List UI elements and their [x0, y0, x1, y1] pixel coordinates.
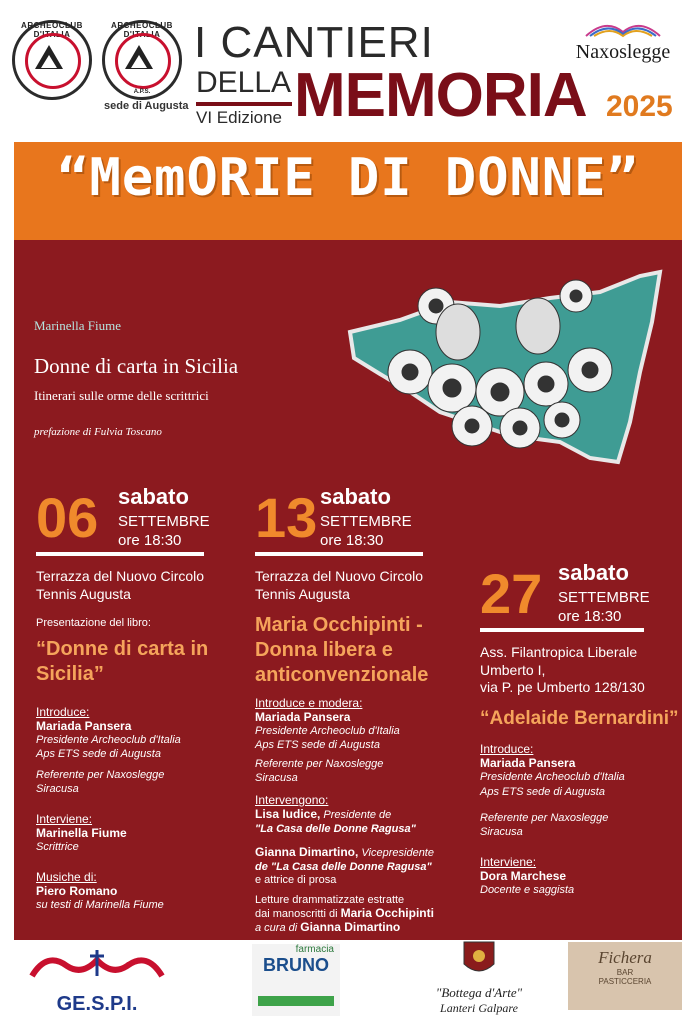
farmacia-bar	[258, 996, 334, 1006]
book-preface: prefazione di Fulvia Toscano	[34, 426, 162, 438]
intro-name: Mariada Pansera	[36, 719, 132, 733]
year: 2025	[606, 90, 673, 123]
bottega-arte-logo	[420, 938, 538, 1018]
event-hour: ore 18:30	[320, 532, 384, 549]
speaker-label: Interviene:	[36, 812, 93, 827]
intro-role: Aps ETS sede di Augusta	[255, 739, 380, 752]
seahorse-icon	[22, 946, 172, 990]
readings-line	[255, 906, 465, 920]
fichera-sub2: PASTICCERIA	[598, 977, 652, 986]
readings-line	[255, 920, 465, 935]
speaker-name: Lisa Iudice,	[255, 807, 321, 822]
speakers-label: Intervengono:	[255, 793, 329, 808]
event-hour: ore 18:30	[558, 608, 622, 625]
logo-sub: A.P.S.	[133, 89, 151, 95]
fichera-name: Fichera	[598, 948, 652, 967]
readings-name: Maria Occhipinti	[340, 906, 434, 921]
event-title: “Adelaide Bernardini”	[480, 707, 679, 729]
event-title: anticonvenzionale	[255, 664, 429, 686]
intro-role: Aps ETS sede di Augusta	[480, 785, 605, 798]
event-weekday: sabato	[558, 560, 629, 585]
farmacia-small: farmacia	[295, 944, 334, 955]
speaker-name: Gianna Dimartino,	[255, 844, 359, 859]
intro-role: Aps ETS sede di Augusta	[36, 748, 161, 761]
fichera-sub1: BAR	[616, 968, 634, 977]
event-day: 13	[255, 486, 318, 549]
intro-role: Presidente Archeoclub d'Italia	[480, 771, 625, 784]
event-venue: via P. pe Umberto 128/130	[480, 679, 645, 695]
event-1	[36, 484, 236, 913]
event-weekday: sabato	[320, 484, 391, 509]
event-title: “Donne di carta in	[36, 638, 209, 660]
edition: VI Edizione	[196, 108, 282, 127]
intro-name: Mariada Pansera	[480, 756, 576, 771]
book-author: Marinella Fiume	[34, 318, 122, 333]
logo-caption: sede di Augusta	[104, 100, 189, 112]
event-3	[480, 560, 680, 898]
speaker-role: Docente e saggista	[480, 884, 575, 897]
title-line2: DELLA	[196, 66, 292, 99]
event-month: SETTEMBRE	[320, 513, 412, 530]
speaker-1	[255, 807, 465, 822]
title-memoria: MEMORIA	[294, 61, 587, 130]
banner-title: “MemORIE DI DONNE”	[57, 148, 639, 208]
readings: Letture drammatizzate estratte	[255, 894, 405, 907]
speaker-2	[255, 845, 465, 860]
intro-label: Introduce:	[36, 705, 90, 719]
intro-role: Presidente Archeoclub d'Italia	[36, 734, 181, 746]
archeoclub-logo-1	[12, 20, 92, 100]
intro-role: Siracusa	[480, 826, 523, 839]
event-presentation: Presentazione del libro:	[36, 617, 151, 629]
gespi-logo	[22, 946, 172, 1016]
intro-role: Referente per Naxoslegge	[480, 811, 609, 824]
divider	[480, 628, 644, 632]
intro-name: Mariada Pansera	[255, 710, 351, 724]
speaker-role: Presidente de	[320, 809, 392, 822]
readings-text: a cura di	[255, 922, 301, 935]
crest-icon	[420, 938, 538, 980]
book-title: Donne di carta in Sicilia	[34, 354, 239, 378]
event-venue: Terrazza del Nuovo Circolo	[255, 568, 424, 584]
intro-label: Introduce e modera:	[255, 696, 363, 710]
event-venue: Ass. Filantropica Liberale	[480, 644, 638, 660]
speaker-role: Vicepresidente	[358, 846, 434, 859]
title-rule	[196, 102, 292, 106]
event-weekday: sabato	[118, 484, 189, 509]
fichera-logo	[568, 942, 682, 1010]
event-2	[255, 484, 465, 936]
music-label: Musiche di:	[36, 870, 97, 885]
speaker-name: Dora Marchese	[480, 869, 567, 884]
event-month: SETTEMBRE	[118, 513, 210, 530]
divider	[255, 552, 423, 556]
sicily-illustration	[340, 262, 670, 488]
event-title: Donna libera e	[255, 639, 393, 661]
book-subtitle: Itinerari sulle orme delle scrittrici	[34, 388, 209, 403]
event-venue: Tennis Augusta	[255, 585, 350, 602]
event-venue: Umberto I,	[480, 661, 546, 678]
event-venue: Tennis Augusta	[36, 585, 131, 602]
event-title: Sicilia”	[36, 663, 104, 685]
speaker-org: de "La Casa delle Donne Ragusa"	[255, 861, 432, 874]
speaker-label: Interviene:	[480, 855, 537, 870]
intro-label: Introduce:	[480, 742, 534, 757]
event-venue: Terrazza del Nuovo Circolo	[36, 568, 205, 584]
archeoclub-logo-2	[102, 20, 182, 100]
farmacia-bruno-logo	[252, 944, 340, 1016]
farmacia-name: BRUNO	[263, 955, 329, 975]
readings-text: dai manoscritti di	[255, 908, 341, 921]
intro-role: Siracusa	[36, 782, 79, 795]
naxoslegge-logo	[566, 14, 680, 66]
naxoslegge-text: Naxoslegge	[575, 41, 671, 63]
intro-role: Referente per Naxoslegge	[36, 768, 165, 781]
event-title: Maria Occhipinti -	[255, 614, 423, 636]
speaker-extra: e attrice di prosa	[255, 874, 337, 887]
gespi-text: GE.S.P.I.	[56, 993, 138, 1015]
event-day: 06	[36, 486, 99, 549]
speaker-role: Scrittrice	[36, 841, 79, 854]
music-name: Piero Romano	[36, 884, 118, 899]
logo-text: ARCHEOCLUB D'ITALIA	[21, 21, 83, 39]
title-line1: I CANTIERI	[194, 18, 434, 67]
event-hour: ore 18:30	[118, 532, 182, 549]
intro-role: Referente per Naxoslegge	[255, 757, 384, 770]
music-note: su testi di Marinella Fiume	[36, 899, 164, 912]
speaker-org: "La Casa delle Donne Ragusa"	[255, 823, 416, 836]
bottega-name: "Bottega d'Arte"	[435, 985, 523, 1000]
speaker-name: Marinella Fiume	[36, 826, 127, 841]
book-icon	[566, 14, 680, 38]
bottega-owner: Lanteri Galpare	[440, 1001, 518, 1015]
intro-role: Presidente Archeoclub d'Italia	[255, 725, 400, 737]
readings-name: Gianna Dimartino	[300, 920, 401, 935]
intro-role: Siracusa	[255, 771, 298, 784]
divider	[36, 552, 204, 556]
logo-text: ARCHEOCLUB D'ITALIA	[111, 21, 173, 39]
event-month: SETTEMBRE	[558, 589, 650, 606]
event-day: 27	[480, 562, 543, 625]
